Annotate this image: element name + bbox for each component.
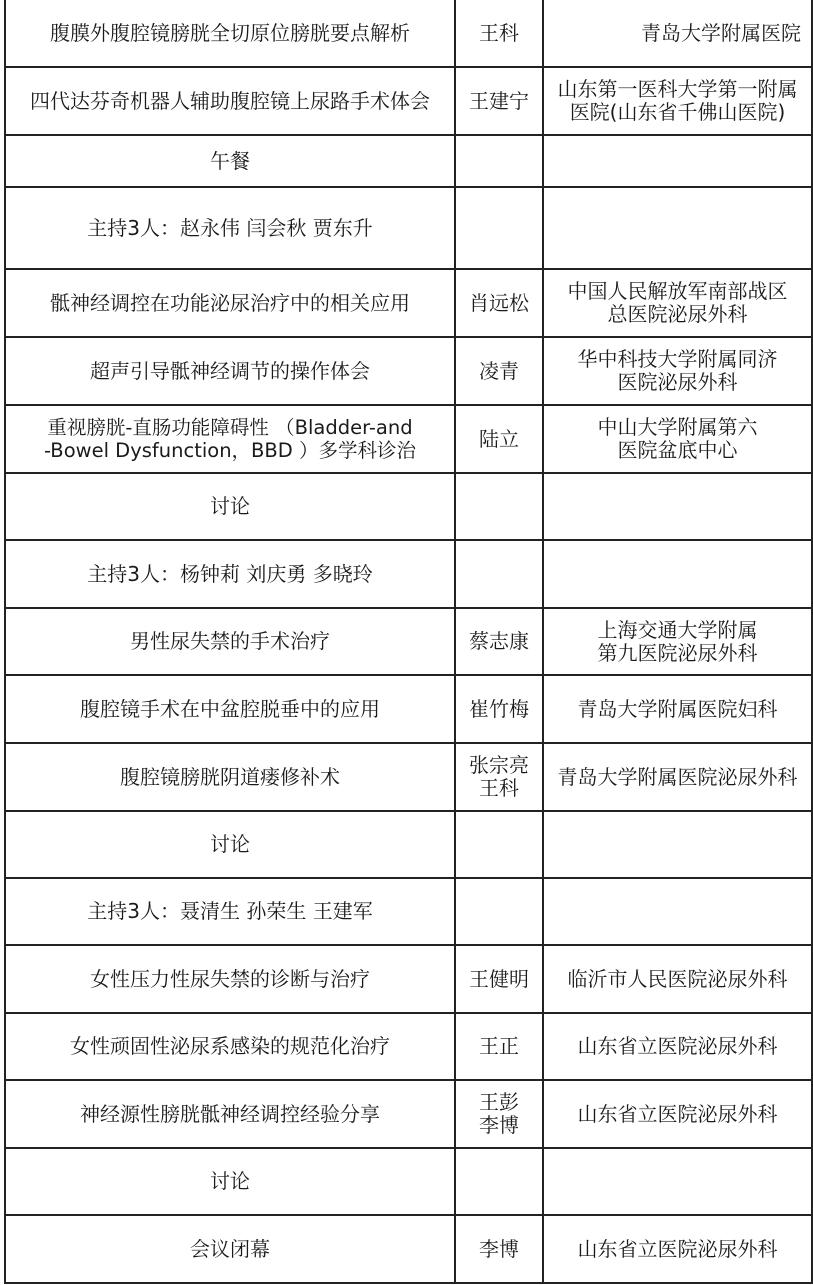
speaker-institution (543, 743, 812, 811)
speaker-institution (543, 878, 812, 945)
speaker-institution (543, 1013, 812, 1080)
speaker-name (455, 1148, 543, 1215)
speaker-institution (543, 811, 812, 878)
speaker-name (455, 473, 543, 540)
talk-topic: 骶神经调控在功能泌尿治疗中的相关应用 (5, 269, 455, 337)
speaker-name: 王正 (455, 1013, 543, 1080)
speaker-name: 王建宁 (455, 67, 543, 135)
text-line: 山东省立医院泌尿外科 (577, 1101, 778, 1126)
talk-topic: 腹腔镜膀胱阴道瘘修补术 (5, 743, 455, 811)
talk-topic: 女性压力性尿失禁的诊断与治疗 (5, 945, 455, 1013)
speaker-name (455, 1080, 543, 1148)
speaker-institution (543, 187, 812, 269)
text-line: 王彭 (479, 1090, 519, 1114)
talk-topic: 会议闭幕 (5, 1215, 455, 1283)
speaker-institution (543, 675, 812, 743)
speaker-name (455, 743, 543, 811)
text-line: 青岛大学附属医院妇科 (577, 696, 778, 721)
talk-topic: 超声引导骶神经调节的操作体会 (5, 337, 455, 405)
text-line: 山东省立医院泌尿外科 (577, 1236, 778, 1261)
schedule-row (5, 337, 812, 405)
speaker-name: 崔竹梅 (455, 675, 543, 743)
speaker-name: 肖远松 (455, 269, 543, 337)
talk-topic: 腹膜外腹腔镜膀胱全切原位膀胱要点解析 (5, 0, 455, 67)
schedule-row (5, 811, 812, 878)
schedule-row (5, 135, 812, 187)
schedule-row (5, 878, 812, 945)
session-break: 讨论 (5, 1148, 455, 1215)
text-line: 第九医院泌尿外科 (597, 640, 758, 665)
talk-topic: 神经源性膀胱骶神经调控经验分享 (5, 1080, 455, 1148)
schedule-row (5, 0, 812, 67)
speaker-name: 王健明 (455, 945, 543, 1013)
text-line: 医院泌尿外科 (617, 370, 738, 394)
speaker-name (455, 878, 543, 945)
speaker-name: 蔡志康 (455, 608, 543, 675)
schedule-row (5, 1013, 812, 1080)
text-line: 李博 (479, 1113, 519, 1137)
session-break: 讨论 (5, 811, 455, 878)
text-line: 医院(山东省千佛山医院) (569, 100, 786, 124)
schedule-table (4, 0, 813, 1284)
speaker-name: 李博 (455, 1215, 543, 1283)
text-line: 重视膀胱-直肠功能障碍性 （Bladder-and (47, 416, 413, 439)
talk-topic (5, 405, 455, 473)
speaker-institution (543, 135, 812, 187)
schedule-row (5, 269, 812, 337)
schedule-row (5, 743, 812, 811)
schedule-row (5, 67, 812, 135)
schedule-row (5, 608, 812, 675)
talk-topic: 腹腔镜手术在中盆腔脱垂中的应用 (5, 675, 455, 743)
talk-topic: 四代达芬奇机器人辅助腹腔镜上尿路手术体会 (5, 67, 455, 135)
text-line: 中国人民解放军南部战区 (567, 279, 788, 303)
speaker-institution (543, 608, 812, 675)
speaker-name: 凌青 (455, 337, 543, 405)
speaker-institution (543, 337, 812, 405)
schedule-row (5, 1148, 812, 1215)
speaker-institution (543, 1080, 812, 1148)
speaker-institution (543, 1148, 812, 1215)
talk-topic: 女性顽固性泌尿系感染的规范化治疗 (5, 1013, 455, 1080)
schedule-row (5, 473, 812, 540)
text-line: 上海交通大学附属 (597, 617, 758, 642)
schedule-row (5, 1080, 812, 1148)
session-chairs: 主持3人：杨钟莉 刘庆勇 多晓玲 (5, 540, 455, 608)
session-chairs: 主持3人：聂清生 孙荣生 王建军 (5, 878, 455, 945)
speaker-institution (543, 540, 812, 608)
session-break: 午餐 (5, 135, 455, 187)
text-line: -Bowel Dysfunction，BBD ）多学科诊治 (43, 439, 417, 462)
schedule-row (5, 675, 812, 743)
schedule-row (5, 1215, 812, 1283)
text-line: 总医院泌尿外科 (607, 302, 748, 326)
speaker-institution (543, 1215, 812, 1283)
session-chairs: 主持3人：赵永伟 闫会秋 贾东升 (5, 187, 455, 269)
schedule-body (5, 0, 812, 1283)
text-line: 青岛大学附属医院泌尿外科 (557, 764, 798, 789)
speaker-institution (543, 473, 812, 540)
text-line: 山东第一医科大学第一附属 (557, 77, 798, 101)
speaker-name (455, 811, 543, 878)
speaker-institution (543, 67, 812, 135)
text-line: 张宗亮 (469, 753, 529, 777)
text-line: 王科 (479, 776, 519, 800)
text-line: 医院盆底中心 (617, 438, 738, 462)
speaker-institution (543, 269, 812, 337)
speaker-name (455, 135, 543, 187)
speaker-name: 王科 (455, 0, 543, 67)
schedule-row (5, 405, 812, 473)
speaker-institution (543, 0, 812, 67)
schedule-row (5, 945, 812, 1013)
session-break: 讨论 (5, 473, 455, 540)
schedule-row (5, 187, 812, 269)
speaker-name (455, 540, 543, 608)
text-line: 青岛大学附属医院 (641, 20, 801, 45)
speaker-institution (543, 405, 812, 473)
text-line: 华中科技大学附属同济 (577, 347, 778, 371)
speaker-name: 陆立 (455, 405, 543, 473)
text-line: 中山大学附属第六 (597, 415, 758, 439)
talk-topic: 男性尿失禁的手术治疗 (5, 608, 455, 675)
speaker-name (455, 187, 543, 269)
schedule-row (5, 540, 812, 608)
speaker-institution (543, 945, 812, 1013)
text-line: 山东省立医院泌尿外科 (577, 1034, 778, 1058)
text-line: 临沂市人民医院泌尿外科 (567, 966, 788, 991)
